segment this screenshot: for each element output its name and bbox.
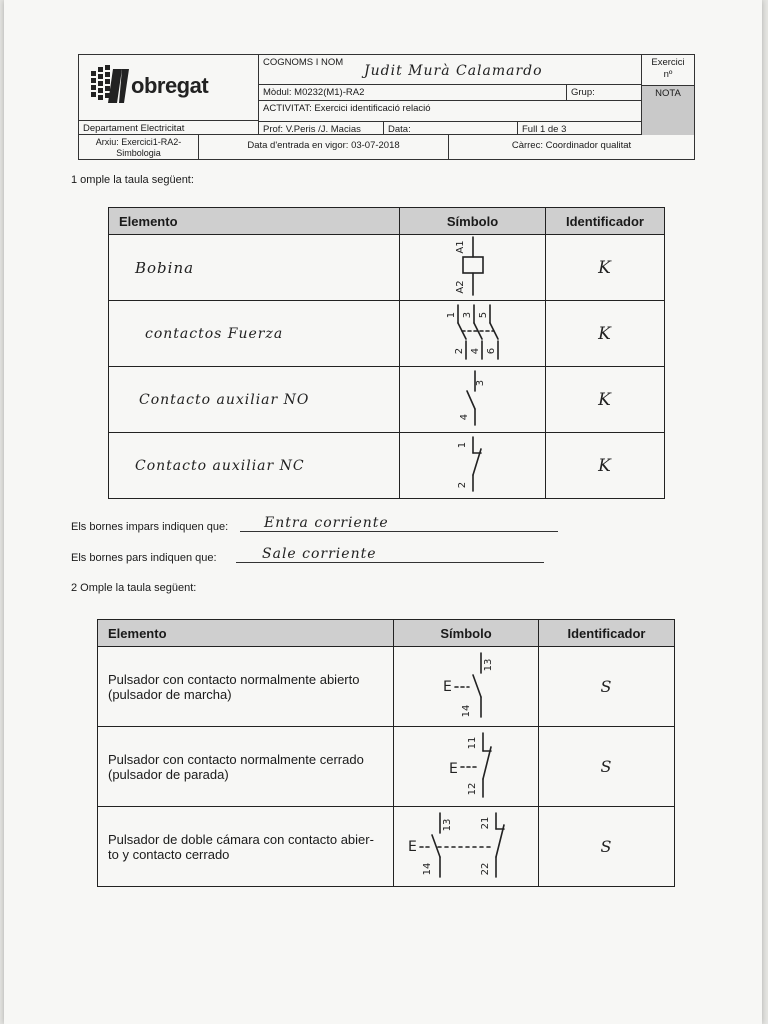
elemento-cell: contactos Fuerza (145, 325, 284, 342)
symbol-label: E (443, 679, 452, 695)
logo-text: obregat (131, 73, 209, 98)
power-contacts-symbol (428, 301, 518, 363)
identificador-cell: S (600, 757, 613, 776)
table-row (109, 301, 665, 367)
modul-text: Mòdul: M0232(M1)-RA2 (259, 85, 566, 101)
impars-answer: Entra corriente (240, 517, 558, 532)
table-header-row (98, 620, 675, 647)
col-identificador: Identificador (539, 620, 675, 647)
identificador-cell: K (598, 323, 612, 344)
col-identificador: Identificador (546, 208, 665, 235)
symbol-label: 3 (474, 379, 486, 387)
table-row (109, 235, 665, 301)
q2-prompt: 2 Omple la taula següent: (71, 582, 197, 594)
symbol-label: E (408, 839, 417, 855)
identificador-cell: K (598, 389, 612, 410)
table-row (109, 433, 665, 499)
col-elemento: Elemento (98, 620, 394, 647)
table-row (109, 367, 665, 433)
symbol-label: 4 (469, 347, 481, 355)
prof-text: Prof: V.Peris /J. Macias (259, 121, 384, 135)
symbol-label: 2 (456, 481, 468, 489)
pars-label: Els bornes pars indiquen que: (71, 552, 217, 564)
elemento-cell: Pulsador con contacto normalmente cerrado (pulsador de parada) (98, 727, 394, 807)
elemento-cell: Contacto auxiliar NO (139, 391, 310, 408)
col-simbolo: Símbolo (400, 208, 546, 235)
identificador-cell: K (598, 455, 612, 476)
grup-label: Grup: (566, 85, 641, 101)
table-row (98, 727, 675, 807)
cognoms-value: Judit Murà Calamardo (364, 63, 543, 79)
exercici-label: Exercici nº (641, 55, 694, 85)
table-row (98, 807, 675, 887)
data-entrada-text: Data d'entrada en vigor: 03-07-2018 (199, 135, 449, 159)
impars-label: Els bornes impars indiquen que: (71, 521, 229, 533)
document-header (78, 54, 695, 160)
symbol-label: 11 (467, 736, 478, 750)
symbol-label: 14 (422, 862, 433, 876)
table-row (98, 647, 675, 727)
symbol-label: 4 (458, 413, 470, 421)
symbol-label: 13 (442, 818, 453, 832)
activitat-text: ACTIVITAT: Exercici identificació relació (263, 103, 431, 114)
no-pushbutton-symbol (411, 647, 521, 723)
carrec-text: Càrrec: Coordinador qualitat (511, 140, 632, 151)
symbol-label: 5 (477, 311, 489, 319)
symbol-label: 3 (461, 311, 473, 319)
pars-answer: Sale corriente (236, 548, 544, 563)
identificador-cell: K (598, 257, 612, 278)
symbol-label: A2 (454, 280, 466, 294)
symbol-label: 1 (456, 441, 468, 449)
q1-table (108, 207, 665, 499)
symbol-label: A1 (454, 240, 466, 254)
symbol-label: 13 (483, 658, 494, 672)
no-contact-symbol (433, 367, 513, 429)
nc-pushbutton-symbol (411, 727, 521, 803)
symbol-label: 21 (480, 816, 491, 830)
nota-label: NOTA (641, 85, 694, 133)
elemento-cell: Pulsador de doble cámara con contacto abier- to y contacto cerrado (98, 807, 394, 887)
table-header-row (109, 208, 665, 235)
col-simbolo: Símbolo (394, 620, 539, 647)
identificador-cell: S (600, 837, 613, 856)
logo-icon (89, 63, 129, 107)
q1-prompt: 1 omple la taula següent: (71, 174, 194, 186)
cognoms-label: COGNOMS I NOM (263, 57, 344, 68)
full-text: Full 1 de 3 (517, 121, 641, 135)
identificador-cell: S (600, 677, 613, 696)
symbol-label: 1 (445, 311, 457, 319)
symbol-label: 6 (485, 347, 497, 355)
symbol-label: E (449, 761, 458, 777)
arxiu-text: Arxiu: Exercici1-RA2-Simbologia (79, 135, 199, 159)
data-label: Data: (384, 121, 517, 135)
q2-table (97, 619, 675, 887)
document-page (4, 0, 762, 1024)
symbol-label: 22 (480, 862, 491, 876)
symbol-label: 12 (467, 782, 478, 796)
symbol-label: 14 (461, 704, 472, 718)
logo (79, 55, 259, 121)
double-pushbutton-symbol (406, 807, 526, 883)
elemento-cell: Contacto auxiliar NC (135, 457, 305, 474)
coil-symbol (433, 235, 513, 297)
elemento-cell: Pulsador con contacto normalmente abierto (pulsador de marcha) (98, 647, 394, 727)
nc-contact-symbol (433, 433, 513, 495)
symbol-label: 2 (453, 347, 465, 355)
elemento-cell: Bobina (135, 258, 195, 277)
departament-text: Departament Electricitat (79, 121, 259, 135)
col-elemento: Elemento (109, 208, 400, 235)
